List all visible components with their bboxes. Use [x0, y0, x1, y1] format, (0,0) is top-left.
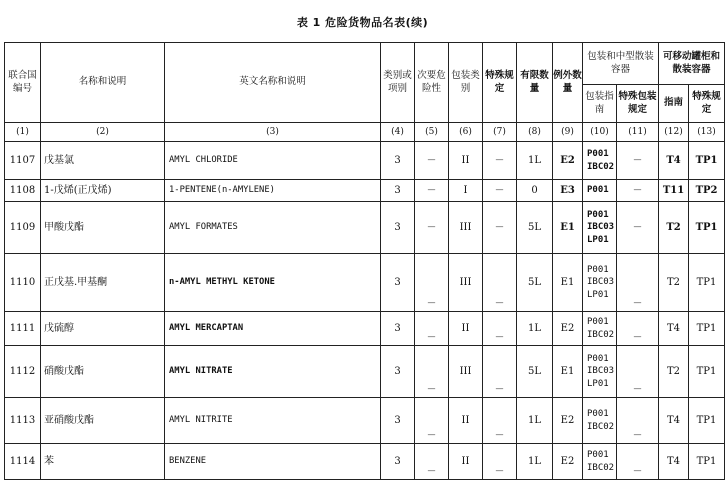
- packing-instruction-cell: [583, 180, 617, 202]
- packing-code: IBC02: [587, 161, 615, 172]
- class-cell: 3: [381, 254, 415, 312]
- packing-code: IBC02: [587, 421, 615, 432]
- header-un-no: 联合国编号: [5, 43, 41, 123]
- packing-code: IBC03: [587, 277, 615, 288]
- table-row: [5, 346, 725, 398]
- english-name-cell: AMYL MERCAPTAN: [165, 312, 381, 346]
- packing-code: IBC03: [587, 366, 615, 377]
- limited-qty-cell: 1L: [517, 312, 553, 346]
- limited-qty-cell: 1L: [517, 444, 553, 480]
- table-row: [5, 202, 725, 254]
- packing-code: P001: [587, 316, 609, 327]
- packing-code: P001: [587, 148, 609, 159]
- un-number-cell: 1112: [5, 346, 41, 398]
- packing-instruction-cell: [583, 142, 617, 180]
- class-cell: 3: [381, 142, 415, 180]
- col-index: (3): [165, 123, 381, 142]
- packing-code: IBC02: [587, 329, 615, 340]
- header-class: 类别或项别: [381, 43, 415, 123]
- name-cell: 硝酸戊酯: [41, 346, 165, 398]
- un-number-cell: 1114: [5, 444, 41, 480]
- col-index: (6): [449, 123, 483, 142]
- english-name-cell: AMYL NITRATE: [165, 346, 381, 398]
- packing-instruction-cell: [583, 444, 617, 480]
- col-index: (12): [659, 123, 689, 142]
- special-provision-cell: —: [483, 312, 517, 346]
- limited-qty-cell: 0: [517, 180, 553, 202]
- packing-special-cell: —: [617, 202, 659, 254]
- header-tank-group: 可移动罐柜和散装容器: [659, 43, 725, 85]
- class-cell: 3: [381, 398, 415, 444]
- tank-special-cell: TP1: [689, 312, 725, 346]
- english-name-cell: AMYL FORMATES: [165, 202, 381, 254]
- sub-risk-cell: —: [415, 312, 449, 346]
- packing-special-cell: —: [617, 180, 659, 202]
- packing-code: LP01: [587, 378, 609, 389]
- sub-risk-cell: —: [415, 346, 449, 398]
- name-cell: 甲酸戊酯: [41, 202, 165, 254]
- class-cell: 3: [381, 312, 415, 346]
- tank-instruction-cell: T2: [659, 346, 689, 398]
- un-number-cell: 1109: [5, 202, 41, 254]
- packing-code: P001: [587, 185, 609, 196]
- excepted-qty-cell: E2: [553, 142, 583, 180]
- limited-qty-cell: 5L: [517, 254, 553, 312]
- tank-instruction-cell: T4: [659, 312, 689, 346]
- dangerous-goods-table: [4, 42, 725, 480]
- tank-instruction-cell: T4: [659, 444, 689, 480]
- packing-special-cell: —: [617, 398, 659, 444]
- table-row: [5, 312, 725, 346]
- header-excepted-qty: 例外数量: [553, 43, 583, 123]
- special-provision-cell: —: [483, 398, 517, 444]
- special-provision-cell: —: [483, 142, 517, 180]
- packing-code: LP01: [587, 289, 609, 300]
- packing-instruction-cell: [583, 312, 617, 346]
- header-pack-instr: 包装指南: [583, 85, 617, 123]
- limited-qty-cell: 1L: [517, 142, 553, 180]
- packing-instruction-cell: [583, 254, 617, 312]
- excepted-qty-cell: E1: [553, 254, 583, 312]
- tank-special-cell: TP1: [689, 254, 725, 312]
- packing-code: IBC03: [587, 222, 615, 233]
- limited-qty-cell: 1L: [517, 398, 553, 444]
- tank-special-cell: TP1: [689, 142, 725, 180]
- excepted-qty-cell: E2: [553, 444, 583, 480]
- special-provision-cell: —: [483, 202, 517, 254]
- name-cell: 亚硝酸戊酯: [41, 398, 165, 444]
- name-cell: 戊硫醇: [41, 312, 165, 346]
- class-cell: 3: [381, 346, 415, 398]
- table-row: [5, 180, 725, 202]
- col-index: (5): [415, 123, 449, 142]
- tank-special-cell: TP1: [689, 398, 725, 444]
- un-number-cell: 1110: [5, 254, 41, 312]
- col-index: (8): [517, 123, 553, 142]
- tank-instruction-cell: T4: [659, 142, 689, 180]
- excepted-qty-cell: E3: [553, 180, 583, 202]
- packing-code: IBC02: [587, 462, 615, 473]
- tank-special-cell: TP1: [689, 444, 725, 480]
- table-row: [5, 254, 725, 312]
- packing-special-cell: —: [617, 142, 659, 180]
- header-tank-instr: 指南: [659, 85, 689, 123]
- tank-special-cell: TP2: [689, 180, 725, 202]
- header-ibc-group: 包装和中型散装容器: [583, 43, 659, 85]
- class-cell: 3: [381, 202, 415, 254]
- pack-group-cell: III: [449, 254, 483, 312]
- limited-qty-cell: 5L: [517, 346, 553, 398]
- pack-group-cell: III: [449, 346, 483, 398]
- table-row: [5, 142, 725, 180]
- header-pack-group: 包装类别: [449, 43, 483, 123]
- packing-special-cell: —: [617, 444, 659, 480]
- col-index: (7): [483, 123, 517, 142]
- col-index: (13): [689, 123, 725, 142]
- packing-instruction-cell: [583, 398, 617, 444]
- name-cell: 正戊基.甲基酮: [41, 254, 165, 312]
- packing-code: P001: [587, 408, 609, 419]
- english-name-cell: n-AMYL METHYL KETONE: [165, 254, 381, 312]
- un-number-cell: 1107: [5, 142, 41, 180]
- header-sub-risk: 次要危险性: [415, 43, 449, 123]
- sub-risk-cell: —: [415, 254, 449, 312]
- pack-group-cell: II: [449, 444, 483, 480]
- col-index: (11): [617, 123, 659, 142]
- tank-special-cell: TP1: [689, 202, 725, 254]
- english-name-cell: AMYL CHLORIDE: [165, 142, 381, 180]
- header-pack-special: 特殊包装规定: [617, 85, 659, 123]
- packing-code: LP01: [587, 234, 609, 245]
- table-title: 表 1 危险货物品名表(续): [296, 16, 429, 29]
- name-cell: 1-戊烯(正戊烯): [41, 180, 165, 202]
- column-index-row: [5, 123, 725, 142]
- packing-code: P001: [587, 449, 609, 460]
- packing-special-cell: —: [617, 254, 659, 312]
- sub-risk-cell: —: [415, 142, 449, 180]
- packing-code: P001: [587, 353, 609, 364]
- table-row: [5, 398, 725, 444]
- header-limited-qty: 有限数量: [517, 43, 553, 123]
- un-number-cell: 1111: [5, 312, 41, 346]
- header-special: 特殊规定: [483, 43, 517, 123]
- sub-risk-cell: —: [415, 202, 449, 254]
- pack-group-cell: II: [449, 142, 483, 180]
- col-index: (2): [41, 123, 165, 142]
- excepted-qty-cell: E1: [553, 346, 583, 398]
- pack-group-cell: II: [449, 398, 483, 444]
- un-number-cell: 1113: [5, 398, 41, 444]
- limited-qty-cell: 5L: [517, 202, 553, 254]
- tank-instruction-cell: T4: [659, 398, 689, 444]
- packing-special-cell: —: [617, 312, 659, 346]
- pack-group-cell: I: [449, 180, 483, 202]
- table-body: [5, 142, 725, 480]
- class-cell: 3: [381, 180, 415, 202]
- special-provision-cell: —: [483, 444, 517, 480]
- sub-risk-cell: —: [415, 180, 449, 202]
- english-name-cell: BENZENE: [165, 444, 381, 480]
- header-name: 名称和说明: [41, 43, 165, 123]
- header-en-name: 英文名称和说明: [165, 43, 381, 123]
- pack-group-cell: III: [449, 202, 483, 254]
- class-cell: 3: [381, 444, 415, 480]
- un-number-cell: 1108: [5, 180, 41, 202]
- excepted-qty-cell: E2: [553, 312, 583, 346]
- english-name-cell: AMYL NITRITE: [165, 398, 381, 444]
- packing-instruction-cell: [583, 346, 617, 398]
- special-provision-cell: —: [483, 180, 517, 202]
- packing-code: P001: [587, 209, 609, 220]
- table-row: [5, 444, 725, 480]
- col-index: (4): [381, 123, 415, 142]
- header-tank-special: 特殊规定: [689, 85, 725, 123]
- packing-code: P001: [587, 264, 609, 275]
- excepted-qty-cell: E1: [553, 202, 583, 254]
- special-provision-cell: —: [483, 254, 517, 312]
- col-index: (10): [583, 123, 617, 142]
- name-cell: 戊基氯: [41, 142, 165, 180]
- col-index: (1): [5, 123, 41, 142]
- col-index: (9): [553, 123, 583, 142]
- name-cell: 苯: [41, 444, 165, 480]
- excepted-qty-cell: E2: [553, 398, 583, 444]
- packing-special-cell: —: [617, 346, 659, 398]
- tank-instruction-cell: T11: [659, 180, 689, 202]
- tank-instruction-cell: T2: [659, 254, 689, 312]
- sub-risk-cell: —: [415, 444, 449, 480]
- packing-instruction-cell: [583, 202, 617, 254]
- tank-special-cell: TP1: [689, 346, 725, 398]
- pack-group-cell: II: [449, 312, 483, 346]
- english-name-cell: 1-PENTENE(n-AMYLENE): [165, 180, 381, 202]
- sub-risk-cell: —: [415, 398, 449, 444]
- tank-instruction-cell: T2: [659, 202, 689, 254]
- special-provision-cell: —: [483, 346, 517, 398]
